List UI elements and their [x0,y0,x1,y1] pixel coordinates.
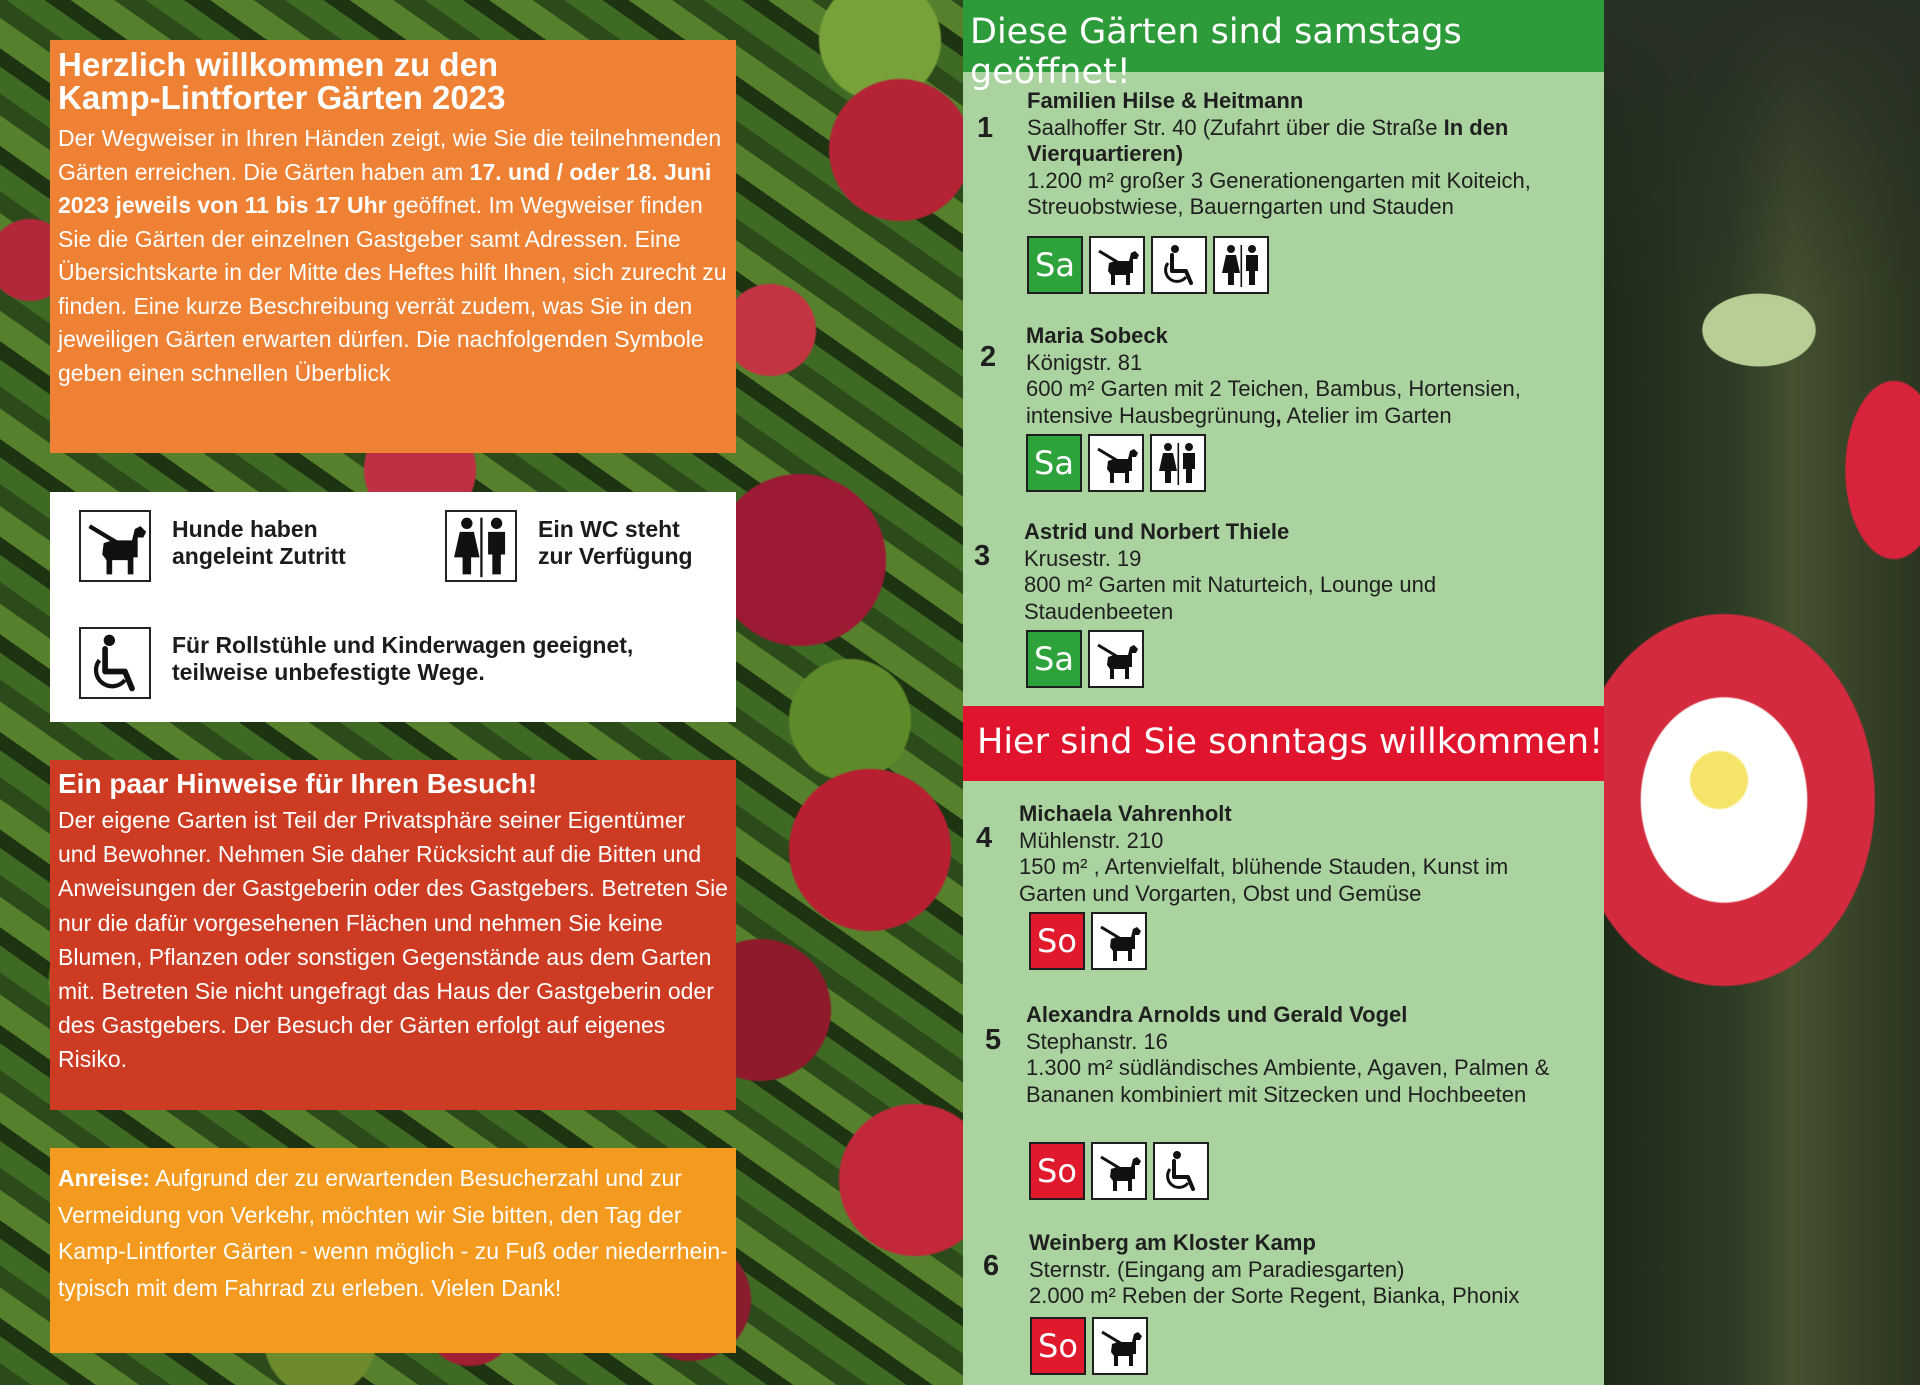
legend-dogs: Hunde haben angeleint Zutritt [172,516,346,569]
dahlia-photo [1604,0,1920,1385]
garden-number: 1 [977,112,994,144]
garden-number: 4 [976,822,993,854]
sunday-badge: So [1029,912,1085,970]
garden-address: Sternstr. (Eingang am Paradiesgarten) [1029,1256,1405,1282]
garden-address: Stephanstr. 16 [1026,1028,1168,1054]
garden-icons [1029,912,1147,970]
garden-description: 2.000 m² Reben der Sorte Regent, Bianka, Phonix [1029,1283,1520,1308]
garden-description: 1.300 m² südländisches Ambiente, Agaven, Palmen & Bananen kombiniert mit Sitzecken und Hochbeeten [1026,1055,1550,1107]
opening-dates: 17. und / oder 18. Juni 2023 jeweils von 11 bis 17 Uhr [58,158,712,218]
garden-host: Alexandra Arnolds und Gerald Vogel [1026,1002,1408,1027]
dog-icon [79,510,151,582]
garden-icons [1030,1317,1148,1375]
hints-title: Ein paar Hinweise für Ihren Besuch! [58,768,538,799]
wc-icon [445,510,517,582]
sunday-badge: So [1030,1317,1086,1375]
garden-address: Mühlenstr. 210 [1019,827,1164,853]
garden-address: Königstr. 81 [1026,349,1143,375]
sunday-header: Hier sind Sie sonntags willkommen! [963,706,1604,781]
garden-description: 1.200 m² großer 3 Generationengarten mit Koiteich, Streuobstwiese, Bauerngarten und Stauden [1027,167,1531,219]
hints-text: Der eigene Garten ist Teil der Privatsphäre seiner Eigentümer und Bewohner. Nehmen Sie daher Rücksicht auf die Bitten und Anweisungen der Gastgeberin oder des Gastgebers. Betreten Sie nur die dafür vorgesehenen Flächen und nehmen Sie keine Blumen, Pflanzen oder sonstigen Gegenstände aus dem Garten mit. Betreten Sie nicht ungefragt das Haus der Gastgeberin oder des Gastgebers. Der Besuch der Gärten erfolgt auf eigenes Risiko. [58,807,728,1073]
saturday-badge: Sa [1027,236,1083,294]
welcome-title-line-2: Kamp-Lintforter Gärten 2023 [58,79,506,116]
saturday-badge: Sa [1026,434,1082,492]
garden-host: Michaela Vahrenholt [1019,801,1232,826]
welcome-box [50,40,736,453]
saturday-badge: Sa [1026,630,1082,688]
welcome-text: Der Wegweiser in Ihren Händen zeigt, wie Sie die teilnehmenden Gärten erreichen. Die Gärten haben am 17. und / oder 18. Juni 2023 jeweils von 11 bis 17 Uhr geöffnet. Im Wegweiser finden Sie die Gärten der einzelnen Gastgeber samt Adressen. Eine Übersichtskarte in der Mitte des Heftes hilft Ihnen, sich zurecht zu finden. Eine kurze Beschreibung verrät zudem, was Sie in den jeweiligen Gärten erwarten dürfen. Die nachfolgenden Symbole geben einen schnellen Überblick [58,125,727,386]
wc-icon [1150,434,1206,492]
symbol-legend [50,492,736,722]
travel-text: Anreise: Aufgrund der zu erwartenden Besucherzahl und zur Vermeidung von Verkehr, möchten wir Sie bitten, den Tag der Kamp-Lintforter Gärten - wenn möglich - zu Fuß oder niederrhein-typisch mit dem Fahrrad zu erleben. Vielen Dank! [58,1165,728,1301]
garden-host: Maria Sobeck [1026,323,1168,348]
dog-icon [1091,1142,1147,1200]
welcome-title [58,48,728,114]
legend-wheelchair: Für Rollstühle und Kinderwagen geeignet, teilweise unbefestigte Wege. [172,632,634,685]
garden-description: 150 m² , Artenvielfalt, blühende Stauden, Kunst im Garten und Vorgarten, Obst und Gemüse [1019,854,1509,906]
saturday-header: Diese Gärten sind samstags geöffnet! [963,0,1604,72]
sunday-badge: So [1029,1142,1085,1200]
garden-icons [1027,236,1269,294]
garden-icons [1029,1142,1209,1200]
travel-info-box [50,1148,736,1353]
garden-number: 6 [983,1250,1000,1282]
wheelchair-icon [1153,1142,1209,1200]
garden-host: Astrid und Norbert Thiele [1024,519,1290,544]
dog-icon [1091,912,1147,970]
travel-label: Anreise: [58,1165,151,1191]
garden-host: Familien Hilse & Heitmann [1027,88,1304,113]
garden-address: Saalhoffer Str. 40 (Zufahrt über die Straße In den Vierquartieren) [1027,114,1509,166]
garden-number: 2 [980,341,997,373]
wc-icon [1213,236,1269,294]
garden-number: 5 [985,1024,1002,1056]
garden-icons [1026,434,1206,492]
dog-icon [1092,1317,1148,1375]
dog-icon [1088,630,1144,688]
garden-description: 800 m² Garten mit Naturteich, Lounge und Staudenbeeten [1024,572,1437,624]
dog-icon [1089,236,1145,294]
garden-icons [1026,630,1144,688]
visit-hints-box [50,760,736,1110]
wheelchair-icon [79,627,151,699]
welcome-title-line-1: Herzlich willkommen zu den [58,46,499,83]
garden-host: Weinberg am Kloster Kamp [1029,1230,1316,1255]
garden-number: 3 [974,540,991,572]
dog-icon [1088,434,1144,492]
garden-description: 600 m² Garten mit 2 Teichen, Bambus, Hortensien, intensive Hausbegrünung, Atelier im Garten [1026,376,1521,428]
garden-address: Krusestr. 19 [1024,545,1142,571]
legend-wc: Ein WC steht zur Verfügung [538,516,693,569]
wheelchair-icon [1151,236,1207,294]
